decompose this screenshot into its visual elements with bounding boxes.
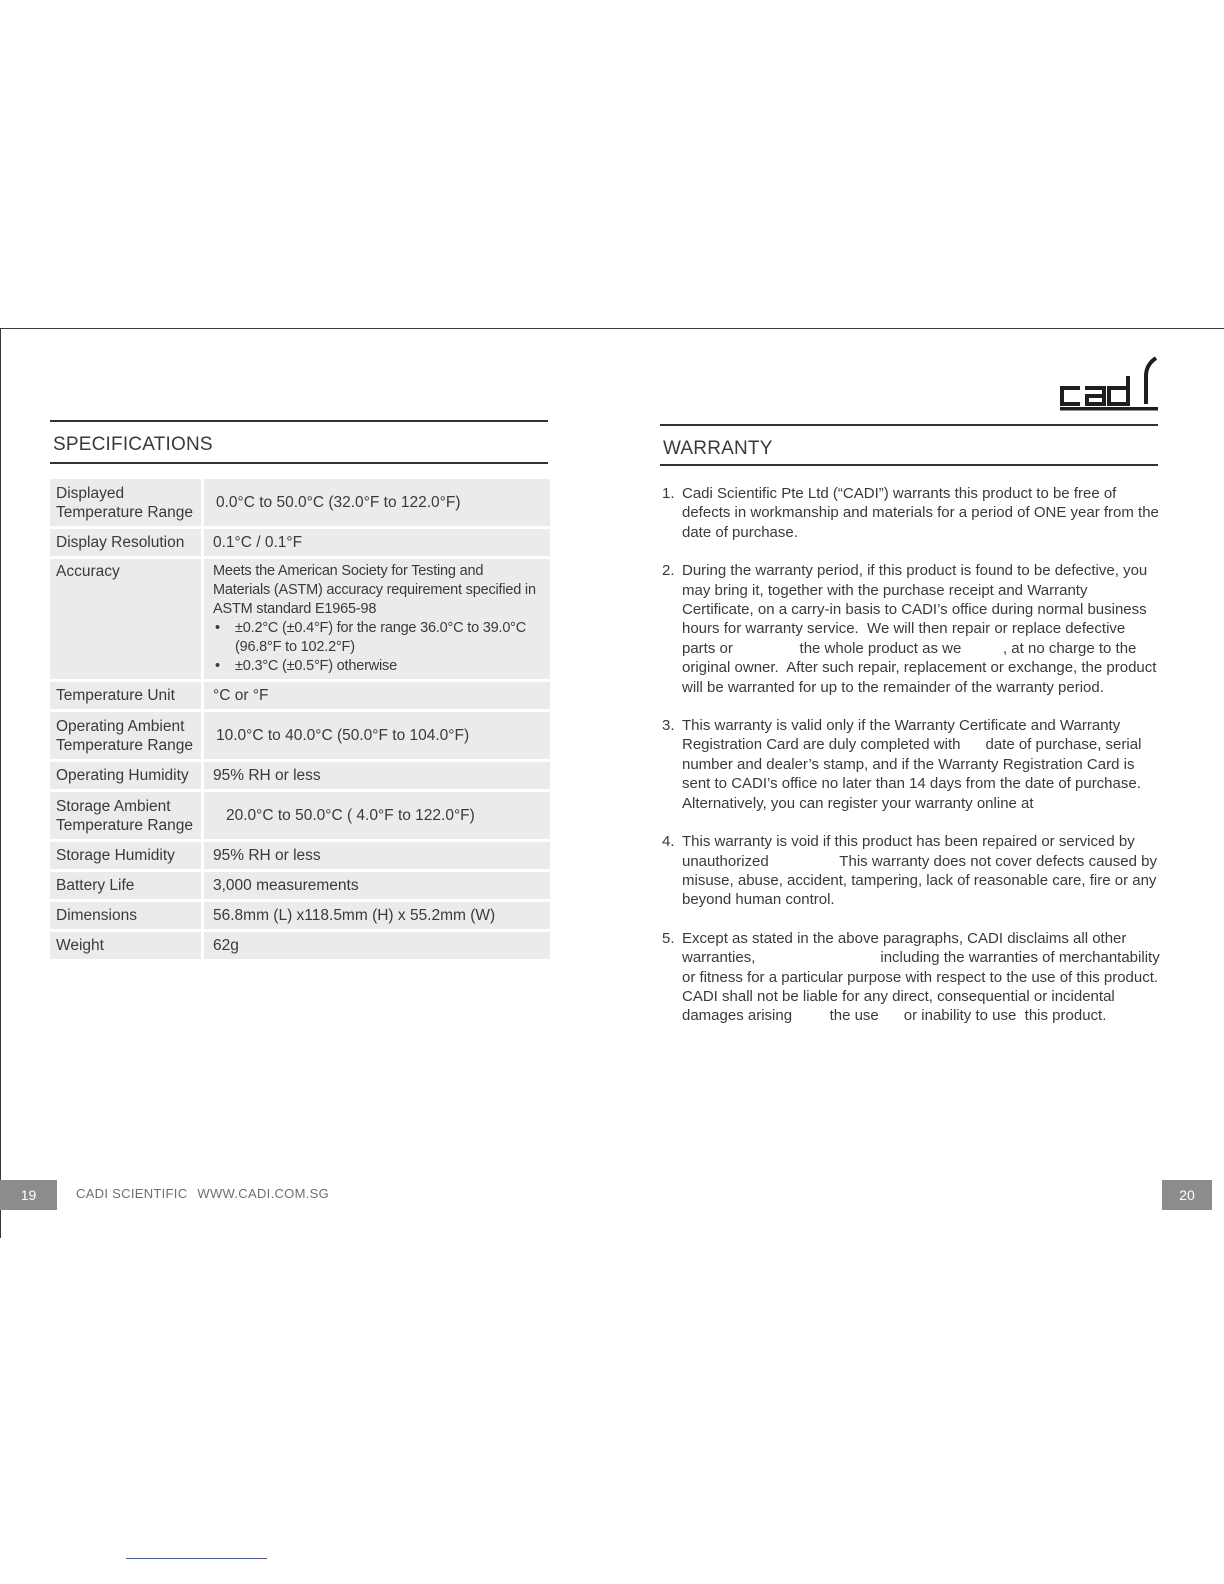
specifications-table bbox=[50, 476, 550, 962]
spec-value: 95% RH or less bbox=[204, 842, 550, 869]
clause-number: 3. bbox=[662, 717, 675, 735]
spec-label: Operating Humidity bbox=[50, 762, 204, 789]
spec-row-storage-ambient bbox=[50, 792, 550, 839]
spec-row-weight bbox=[50, 932, 550, 959]
warranty-list bbox=[662, 484, 1203, 1045]
clause-text: This warranty is void if this product has been repaired or serviced by unauthorized This warranty does not cover defects caused by misuse, abuse, accident, tampering, lack of reasonable care, fire or any beyond human control. bbox=[682, 833, 1203, 909]
spec-row-operating-humidity bbox=[50, 762, 550, 789]
spec-value: 0.1°C / 0.1°F bbox=[204, 529, 550, 556]
footer-branding bbox=[76, 1186, 329, 1201]
clause-number: 2. bbox=[662, 562, 675, 580]
spec-label: Storage Humidity bbox=[50, 842, 204, 869]
spec-value: 20.0°C to 50.0°C ( 4.0°F to 122.0°F) bbox=[204, 792, 550, 839]
clause-number: 1. bbox=[662, 485, 675, 502]
spec-label: Display Resolution bbox=[50, 529, 204, 556]
accuracy-bullet: • ±0.3°C (±0.5°F) otherwise bbox=[213, 657, 544, 676]
spec-label: Accuracy bbox=[50, 559, 204, 679]
page-number-right: 20 bbox=[1162, 1180, 1212, 1210]
warranty-header bbox=[660, 424, 1158, 466]
underline-divider bbox=[126, 1558, 267, 1559]
page-number-left: 19 bbox=[0, 1180, 57, 1210]
spec-value-accuracy bbox=[204, 559, 550, 679]
footer-website[interactable]: WWW.CADI.COM.SG bbox=[197, 1186, 330, 1201]
spec-label: Temperature Unit bbox=[50, 682, 204, 709]
specifications-title: SPECIFICATIONS bbox=[53, 434, 213, 455]
clause-text: During the warranty period, if this product is found to be defective, you may bring it, together with the purchase receipt and Warranty Certificate, on a carry-in basis to CADI’s office during normal business hours for warranty service. We will then repair or replace defective parts or the whole product as we , at no charge to the original owner. After such repair, replacement or exchange, the product will be warranted for up to the remainder of the warranty period. bbox=[682, 562, 1161, 696]
spec-label: Battery Life bbox=[50, 872, 204, 899]
cadi-logo bbox=[1056, 356, 1162, 412]
warranty-title: WARRANTY bbox=[663, 438, 773, 459]
spec-value: 10.0°C to 40.0°C (50.0°F to 104.0°F) bbox=[204, 712, 550, 759]
spec-label: Operating Ambient Temperature Range bbox=[50, 712, 204, 759]
spec-row-operating-ambient bbox=[50, 712, 550, 759]
spec-label: Displayed Temperature Range bbox=[50, 479, 204, 526]
warranty-clause bbox=[662, 484, 1162, 542]
spec-row-displayed-temp bbox=[50, 479, 550, 526]
spec-label: Storage Ambient Temperature Range bbox=[50, 792, 204, 839]
spec-value: 3,000 measurements bbox=[204, 872, 550, 899]
clause-number: 4. bbox=[662, 833, 675, 851]
warranty-clause bbox=[662, 929, 1167, 1026]
spec-row-storage-humidity bbox=[50, 842, 550, 869]
accuracy-bullet: • ±0.2°C (±0.4°F) for the range 36.0°C to 39.0°C (96.8°F to 102.2°F) bbox=[213, 619, 544, 657]
warranty-clause bbox=[662, 832, 1203, 910]
spec-row-battery-life bbox=[50, 872, 550, 899]
clause-number: 5. bbox=[662, 929, 675, 947]
spec-value: °C or °F bbox=[204, 682, 550, 709]
spec-value: 56.8mm (L) x118.5mm (H) x 55.2mm (W) bbox=[204, 902, 550, 929]
spec-row-display-resolution bbox=[50, 529, 550, 556]
spec-value: 62g bbox=[204, 932, 550, 959]
clause-text: Cadi Scientific Pte Ltd (“CADI”) warrants this product to be free of defects in workmanship and materials for a period of ONE year from the date of purchase. bbox=[682, 485, 1159, 541]
specifications-header bbox=[50, 420, 548, 464]
footer-company: CADI SCIENTIFIC bbox=[76, 1186, 188, 1201]
spec-label: Weight bbox=[50, 932, 204, 959]
warranty-clause bbox=[662, 716, 1162, 813]
spec-row-accuracy bbox=[50, 559, 550, 679]
clause-text: This warranty is valid only if the Warranty Certificate and Warranty Registration Card are duly completed with date of purchase, serial number and dealer’s stamp, and if the Warranty Registration Card is sent to CADI’s office no later than 14 days from the date of purchase. Alternatively, you can register your warranty online at bbox=[682, 717, 1146, 812]
accuracy-description: Meets the American Society for Testing and Materials (ASTM) accuracy requirement specified in ASTM standard E1965-98 bbox=[213, 563, 536, 617]
warranty-clause bbox=[662, 561, 1162, 697]
spec-row-temperature-unit bbox=[50, 682, 550, 709]
spec-label: Dimensions bbox=[50, 902, 204, 929]
spec-value: 0.0°C to 50.0°C (32.0°F to 122.0°F) bbox=[204, 479, 550, 526]
spec-value: 95% RH or less bbox=[204, 762, 550, 789]
clause-text: Except as stated in the above paragraphs, CADI disclaims all other warranties, including the warranties of merchantability or fitness for a particular purpose with respect to the use of this product. CADI shall not be liable for any direct, consequential or incidental damages arising the use or inability to use this product. bbox=[682, 929, 1167, 1025]
accuracy-bullets bbox=[213, 619, 544, 676]
spec-row-dimensions bbox=[50, 902, 550, 929]
